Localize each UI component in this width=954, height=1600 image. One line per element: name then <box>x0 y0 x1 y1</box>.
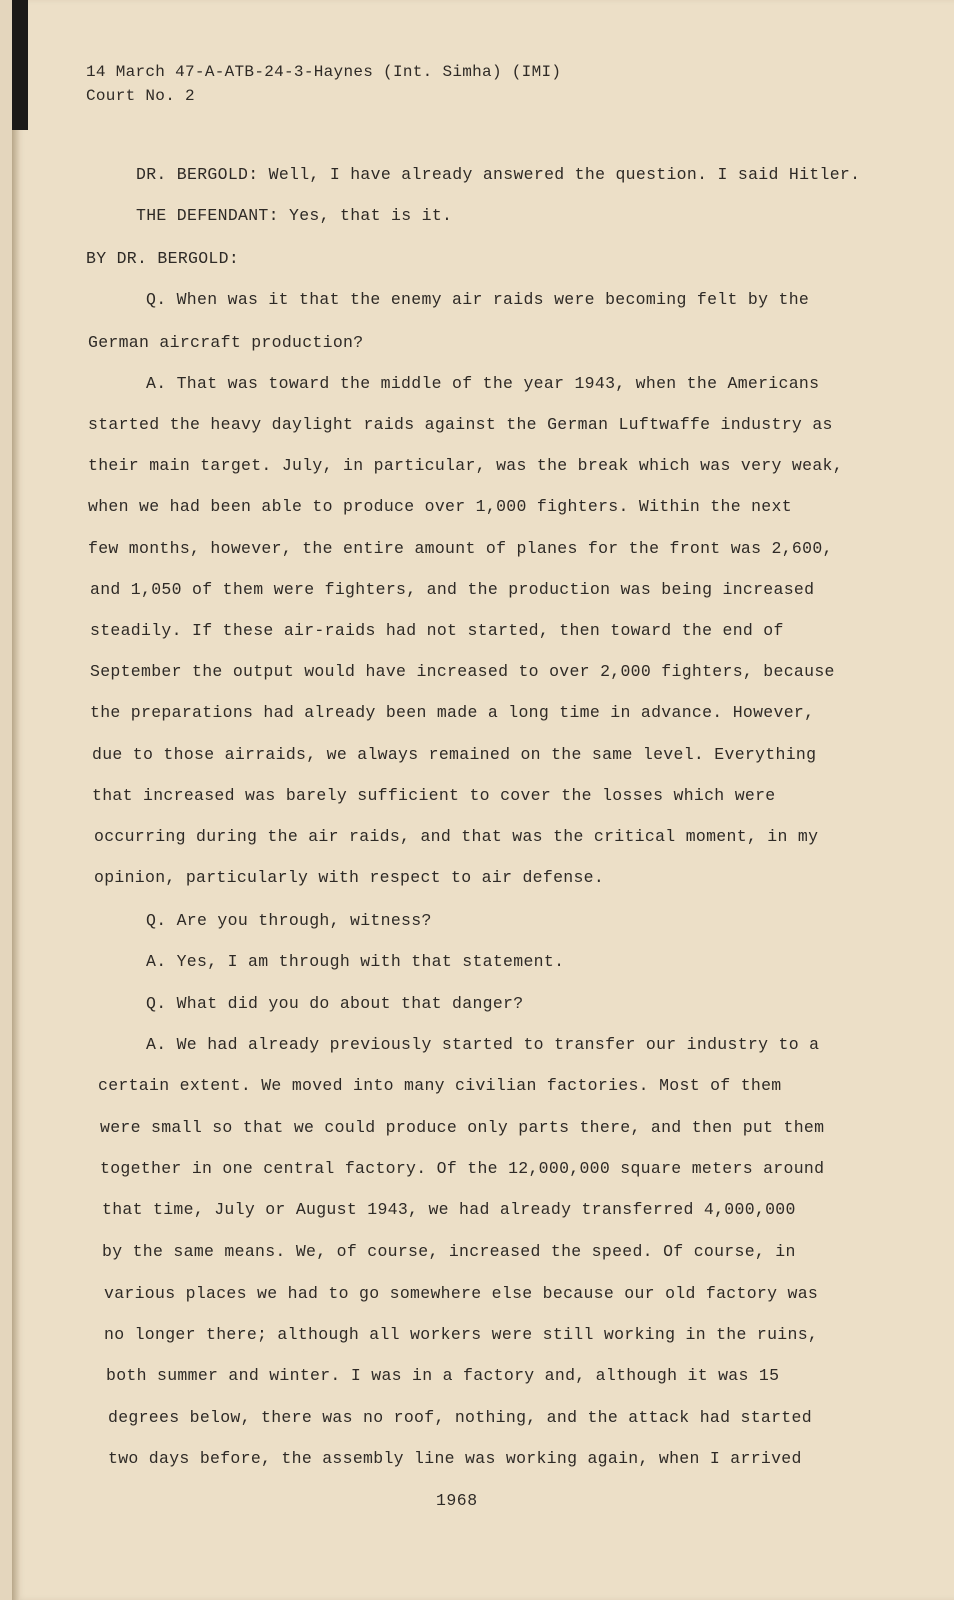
text-line-14: the preparations had already been made a long time in advance. However, <box>90 703 815 722</box>
text-line-13: September the output would have increased to over 2,000 fighters, because <box>90 662 835 681</box>
text-line-5: German aircraft production? <box>88 333 364 352</box>
text-line-16: that increased was barely sufficient to cover the losses which were <box>92 786 776 805</box>
text-line-7: started the heavy daylight raids against the German Luftwaffe industry as <box>88 415 833 434</box>
text-line-26: that time, July or August 1943, we had already transferred 4,000,000 <box>102 1200 796 1219</box>
text-line-31: degrees below, there was no roof, nothing, and the attack had started <box>108 1408 812 1427</box>
text-line-4: Q. When was it that the enemy air raids were becoming felt by the <box>146 290 810 309</box>
text-line-27: by the same means. We, of course, increased the speed. Of course, in <box>102 1242 796 1261</box>
binding-shadow <box>12 130 20 1600</box>
document-page <box>12 0 954 1600</box>
text-line-2: THE DEFENDANT: Yes, that is it. <box>136 206 453 225</box>
text-line-15: due to those airraids, we always remained on the same level. Everything <box>92 745 817 764</box>
text-line-17: occurring during the air raids, and that was the critical moment, in my <box>94 827 819 846</box>
text-line-29: no longer there; although all workers were still working in the ruins, <box>104 1325 819 1344</box>
text-line-9: when we had been able to produce over 1,000 fighters. Within the next <box>88 497 792 516</box>
text-line-32: two days before, the assembly line was working again, when I arrived <box>108 1449 802 1468</box>
header-line-2: Court No. 2 <box>86 87 195 105</box>
page-number: 1968 <box>436 1491 478 1510</box>
text-line-10: few months, however, the entire amount of planes for the front was 2,600, <box>88 539 833 558</box>
text-line-23: certain extent. We moved into many civilian factories. Most of them <box>98 1076 782 1095</box>
text-line-11: and 1,050 of them were fighters, and the production was being increased <box>90 580 815 599</box>
text-line-1: DR. BERGOLD: Well, I have already answered the question. I said Hitler. <box>136 165 861 184</box>
text-line-24: were small so that we could produce only parts there, and then put them <box>100 1118 825 1137</box>
text-line-8: their main target. July, in particular, was the break which was very weak, <box>88 456 843 475</box>
header-line-1: 14 March 47-A-ATB-24-3-Haynes (Int. Simha) (IMI) <box>86 63 562 81</box>
binding-strip <box>12 0 28 130</box>
text-line-25: together in one central factory. Of the 12,000,000 square meters around <box>100 1159 825 1178</box>
text-line-30: both summer and winter. I was in a factory and, although it was 15 <box>106 1366 780 1385</box>
text-line-18: opinion, particularly with respect to air defense. <box>94 868 605 887</box>
text-line-28: various places we had to go somewhere else because our old factory was <box>104 1284 819 1303</box>
text-line-19: Q. Are you through, witness? <box>146 911 432 930</box>
text-line-12: steadily. If these air-raids had not started, then toward the end of <box>90 621 784 640</box>
text-line-21: Q. What did you do about that danger? <box>146 994 524 1013</box>
text-line-6: A. That was toward the middle of the year 1943, when the Americans <box>146 374 820 393</box>
text-line-20: A. Yes, I am through with that statement. <box>146 952 565 971</box>
text-line-22: A. We had already previously started to transfer our industry to a <box>146 1035 820 1054</box>
text-line-3: BY DR. BERGOLD: <box>86 249 240 268</box>
